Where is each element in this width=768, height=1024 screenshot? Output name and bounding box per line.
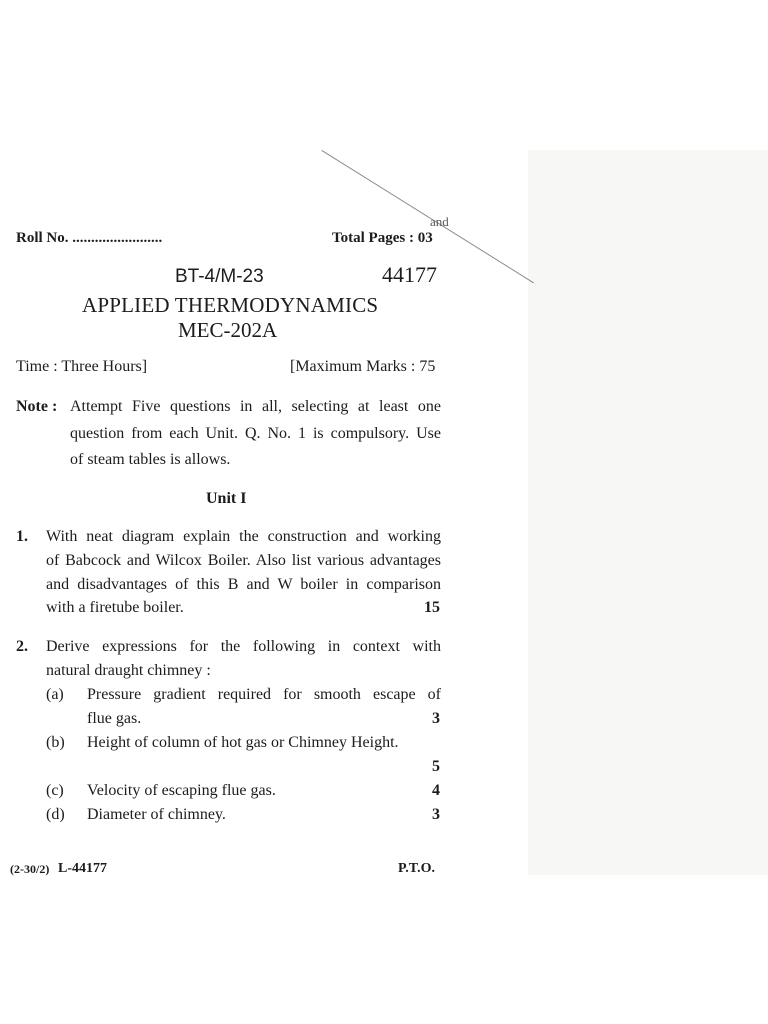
question-number: 2. — [16, 638, 28, 655]
note-line: question from each Unit. Q. No. 1 is compulsory. Use — [70, 425, 441, 442]
part-line: Pressure gradient required for smooth escape of — [87, 686, 441, 703]
please-turn-over: P.T.O. — [398, 861, 435, 876]
subject-title: APPLIED THERMODYNAMICS — [82, 293, 379, 317]
question-line: with a firetube boiler. — [46, 599, 184, 616]
note-line: Attempt Five questions in all, selecting at least one — [70, 398, 441, 415]
part-line: Velocity of escaping flue gas. — [87, 782, 276, 799]
question-line: With neat diagram explain the construction and working — [46, 528, 441, 545]
question-line: and disadvantages of this B and W boiler in comparison — [46, 576, 441, 593]
marks: 5 — [432, 758, 440, 775]
footer-batch-code: (2-30/2) — [10, 862, 50, 876]
maximum-marks: [Maximum Marks : 75 — [290, 358, 436, 375]
unit-heading: Unit I — [206, 490, 247, 507]
note-line: of steam tables is allows. — [70, 451, 231, 468]
roll-number-field: Roll No. ........................ — [16, 230, 163, 246]
part-line: Height of column of hot gas or Chimney Height. — [87, 734, 399, 751]
footer-paper-code: L-44177 — [58, 861, 107, 876]
part-label: (c) — [46, 782, 64, 799]
time-allowed: Time : Three Hours] — [16, 358, 148, 375]
total-pages: Total Pages : 03 — [332, 230, 433, 246]
note-label: Note : — [16, 398, 58, 415]
question-number: 1. — [16, 528, 28, 545]
part-line: Diameter of chimney. — [87, 806, 226, 823]
scan-shadow — [528, 150, 768, 875]
part-line: flue gas. — [87, 710, 142, 727]
stray-handwriting: and — [430, 214, 449, 229]
part-label: (a) — [46, 686, 64, 703]
part-label: (b) — [46, 734, 65, 751]
question-line: Derive expressions for the following in context with — [46, 638, 441, 655]
paper-number: 44177 — [382, 262, 437, 287]
question-line: of Babcock and Wilcox Boiler. Also list various advantages — [46, 552, 441, 569]
marks: 3 — [432, 710, 440, 727]
course-code: MEC-202A — [178, 318, 278, 342]
marks: 4 — [432, 782, 440, 799]
marks: 15 — [424, 599, 440, 616]
marks: 3 — [432, 806, 440, 823]
paper-code: BT-4/M-23 — [175, 266, 264, 287]
part-label: (d) — [46, 806, 65, 823]
question-line: natural draught chimney : — [46, 662, 211, 679]
